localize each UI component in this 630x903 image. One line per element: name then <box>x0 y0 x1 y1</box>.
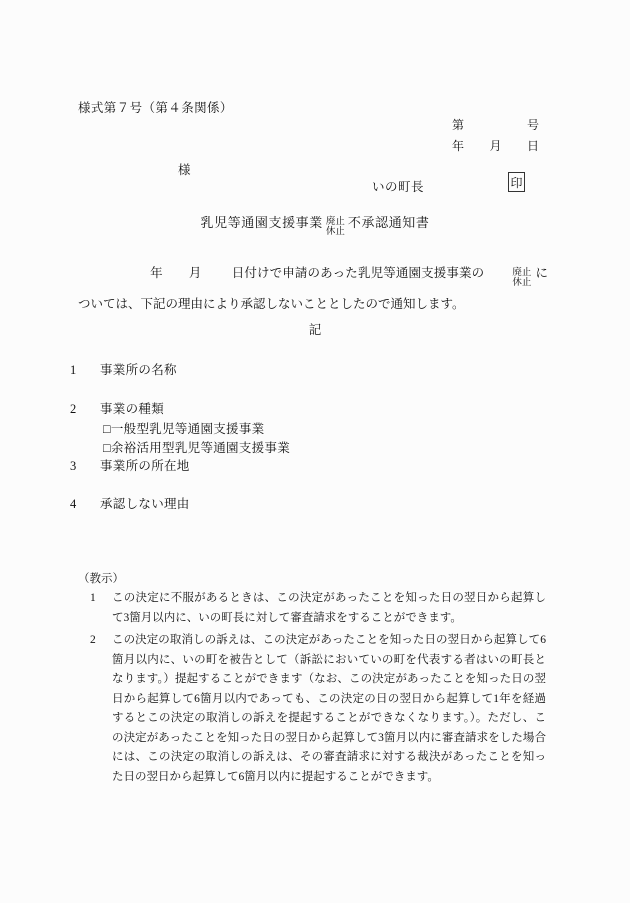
body-status-stack <box>512 268 531 289</box>
body-month: 月 <box>188 266 202 280</box>
body-tail: については、下記の理由により承認しないこととしたので通知します。 <box>78 266 548 311</box>
instructions-item-number: 2 <box>90 634 96 646</box>
list-item-business-address <box>70 456 190 474</box>
item-label: 事業所の所在地 <box>100 459 190 473</box>
checkbox-option-general-type[interactable]: □一般型乳児等通園支援事業 <box>103 422 265 436</box>
title-status-top: 廃止 <box>325 217 345 227</box>
body-year: 年 <box>150 266 163 280</box>
item-number: 3 <box>70 459 77 473</box>
instructions-item-text: この決定の取消しの訴えは、この決定があったことを知った日の翌日から起算して6箇月以内に、いの町を被告として（訴訟においていの町を代表する者はいの町長となります。）提起することができます（なお、この決定があったことを知った日の翌日から起算して6箇月以内であっても、この決定の日の翌日から起算して1年を経過するとこの決定の取消しの訴えを提起することができなくなります。）。ただし、この決定があったことを知った日の翌日から起算して3箇月以内に審査請求をした場合には、この決定の取消しの訴えは、その審査請求に対する裁決があったことを知った日の翌日から起算して6箇月以内に提起することができます。 <box>112 634 546 783</box>
item-number: 1 <box>70 363 77 377</box>
item-label: 事業所の名称 <box>100 363 177 377</box>
addressee-honorific: 様 <box>178 163 191 177</box>
title-tail: 不承認通知書 <box>347 215 430 230</box>
title-row <box>200 212 429 241</box>
instructions-item-number: 1 <box>90 592 96 604</box>
issuer-name: いの町長 <box>372 180 425 194</box>
seal-stamp-box: 印 <box>508 172 525 192</box>
instructions-item-text: この決定に不服があるときは、この決定があったことを知った日の翌日から起算して3箇月以内に、いの町長に対して審査請求をすることができます。 <box>112 592 546 624</box>
ki-marker: 記 <box>308 323 322 337</box>
body-status-top: 廃止 <box>512 268 532 278</box>
item-label: 承認しない理由 <box>100 497 190 511</box>
body-day-and-lead: 日付けで申請のあった乳児等通園支援事業の <box>231 266 485 280</box>
title-status-bottom: 休止 <box>325 227 345 238</box>
list-item-business-name <box>70 360 177 378</box>
instructions-item-appeal <box>86 589 546 628</box>
instructions-heading: （教示） <box>78 573 124 585</box>
item-label: 事業の種類 <box>100 402 165 416</box>
document-date-line: 年 月 日 <box>452 139 540 153</box>
document-title <box>0 212 630 241</box>
body-paragraph <box>78 260 548 317</box>
instructions-list <box>86 589 546 790</box>
form-number: 様式第７号（第４条関係） <box>78 101 233 115</box>
item-number: 2 <box>70 402 77 416</box>
checkbox-option-surplus-type[interactable]: □余裕活用型乳児等通園支援事業 <box>103 441 291 455</box>
list-item-reason-for-denial <box>70 494 190 512</box>
title-lead: 乳児等通園支援事業 <box>200 215 323 230</box>
item-number: 4 <box>70 497 77 511</box>
instructions-item-lawsuit <box>86 631 546 787</box>
document-number-line: 第 号 <box>452 118 540 132</box>
title-status-stack <box>326 217 345 238</box>
body-status-bottom: 休止 <box>512 278 532 289</box>
list-item-business-type <box>70 399 164 417</box>
